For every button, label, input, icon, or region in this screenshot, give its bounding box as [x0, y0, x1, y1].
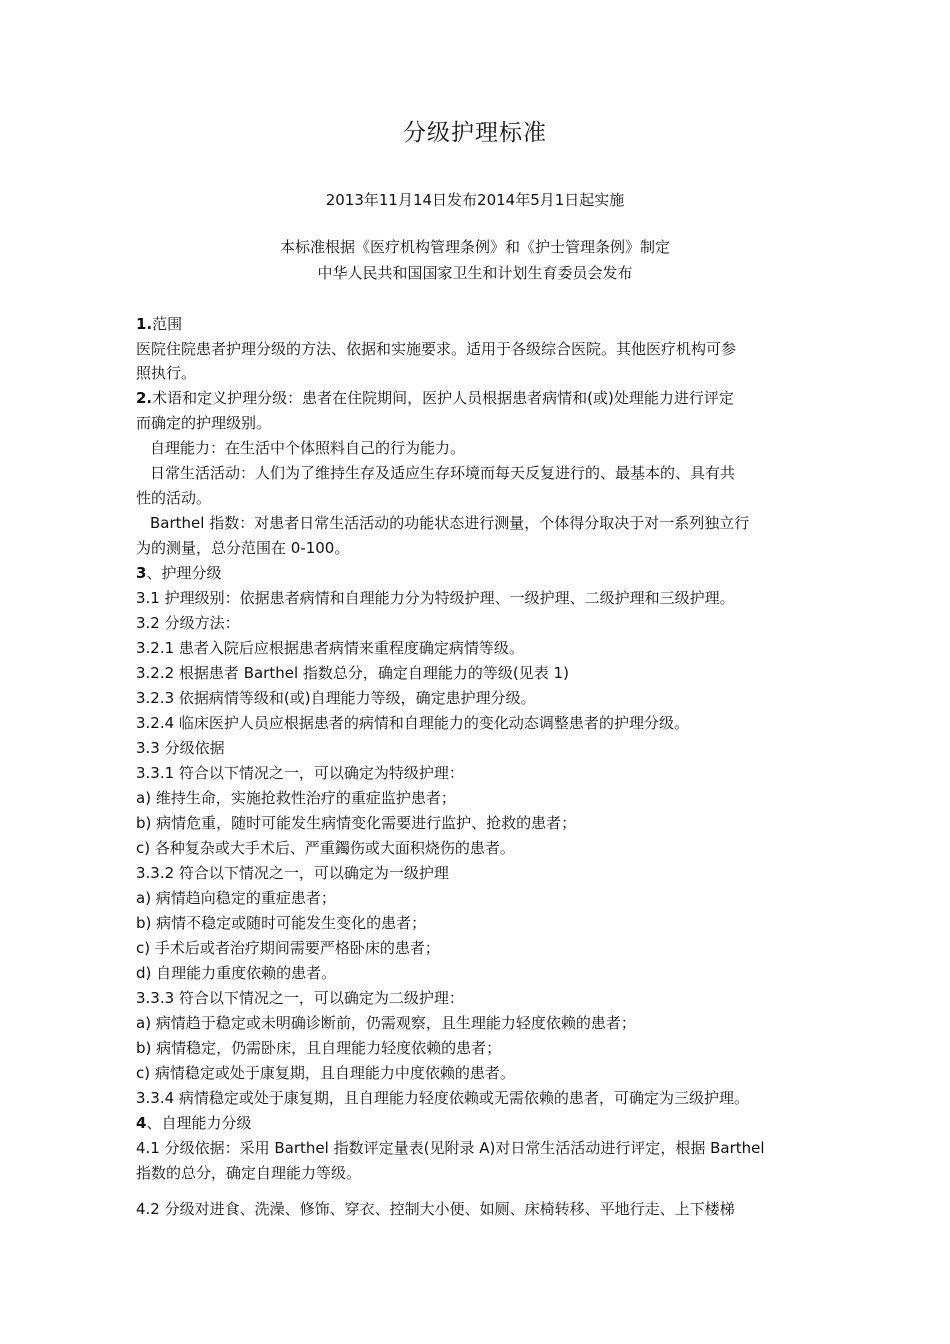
- definition-adl: 日常生活活动：人们为了维持生存及适应生存环境而每天反复进行的、最基本的、具有共: [150, 464, 736, 482]
- paragraph-line: 指数的总分，确定自理能力等级。: [136, 1164, 362, 1182]
- clause-3-2-3: 3.2.3 依据病情等级和(或)自理能力等级，确定患护理分级。: [136, 689, 536, 707]
- list-item: c) 手术后或者治疗期间需要严格卧床的患者；: [136, 939, 440, 957]
- clause-3-2: 3.2 分级方法：: [136, 614, 240, 632]
- section-title: 、自理能力分级: [146, 1114, 252, 1132]
- paragraph-line: 照执行。: [136, 364, 197, 382]
- date-line: 2013年11月14日发布2014年5月1日起实施: [325, 191, 625, 209]
- list-item: b) 病情稳定，仍需卧床，且自理能力轻度依赖的患者；: [136, 1039, 502, 1057]
- paragraph-line: 而确定的护理级别。: [136, 414, 272, 432]
- list-item: b) 病情不稳定或随时可能发生变化的患者；: [136, 914, 427, 932]
- document-title: 分级护理标准: [403, 120, 547, 146]
- clause-3-3-4: 3.3.4 病情稳定或处于康复期，且自理能力轻度依赖或无需依赖的患者，可确定为三级护理。: [136, 1089, 749, 1107]
- clause-3-3-2: 3.3.2 符合以下情况之一，可以确定为一级护理: [136, 864, 449, 882]
- list-item: a) 病情趋于稳定或未明确诊断前，仍需观察，且生理能力轻度依赖的患者；: [136, 1014, 636, 1032]
- section-2-heading: [136, 387, 734, 408]
- clause-3-2-1: 3.2.1 患者入院后应根据患者病情来重程度确定病情等级。: [136, 639, 524, 657]
- section-number: 3: [136, 564, 147, 582]
- list-item: a) 病情趋向稳定的重症患者；: [136, 889, 336, 907]
- list-item: c) 各种复杂或大手术后、严重鐲伤或大面积烧伤的患者。: [136, 839, 515, 857]
- section-number: 2.: [136, 389, 153, 407]
- clause-3-3: 3.3 分级依据: [136, 739, 225, 757]
- section-number: 1.: [136, 315, 153, 333]
- clause-3-2-4: 3.2.4 临床医护人员应根据患者的病情和自理能力的变化动态调整患者的护理分级。: [136, 714, 689, 732]
- definition-self-care: 自理能力：在生活中个体照料自己的行为能力。: [150, 439, 466, 457]
- list-item: a) 维持生命，实施抢救性治疗的重症监护患者；: [136, 789, 456, 807]
- clause-3-3-1: 3.3.1 符合以下情况之一，可以确定为特级护理：: [136, 764, 464, 782]
- section-title: 范围: [152, 315, 183, 333]
- paragraph-text: 术语和定义护理分级：患者在住院期间，医护人员根据患者病情和(或)处理能力进行评定: [152, 389, 734, 407]
- section-1-heading: [136, 313, 182, 334]
- section-number: 4: [136, 1114, 147, 1132]
- paragraph-line: 医院住院患者护理分级的方法、依据和实施要求。适用于各级综合医院。其他医疗机构可参: [136, 340, 737, 358]
- definition-barthel: Barthel 指数：对患者日常生活活动的功能状态进行测量，个体得分取决于对一系列独立行: [150, 514, 750, 532]
- list-item: b) 病情危重，随时可能发生病情变化需要进行监护、抢救的患者；: [136, 814, 577, 832]
- clause-3-3-3: 3.3.3 符合以下情况之一，可以确定为二级护理：: [136, 989, 464, 1007]
- section-3-heading: [136, 562, 221, 583]
- clause-4-1: 4.1 分级依据：采用 Barthel 指数评定量表(见附录 A)对日常生活活动进行评定，根据 Barthel: [136, 1139, 765, 1157]
- paragraph-line: 性的活动。: [136, 489, 212, 507]
- list-item: d) 自理能力重度依赖的患者。: [136, 964, 337, 982]
- clause-4-2: 4.2 分级对进食、洗澡、修饰、穿衣、控制大小便、如厕、床椅转移、平地行走、上下楼梯: [136, 1200, 735, 1218]
- clause-3-2-2: 3.2.2 根据患者 Barthel 指数总分，确定自理能力的等级(见表 1): [136, 664, 569, 682]
- section-4-heading: [136, 1112, 251, 1133]
- clause-3-1: 3.1 护理级别：依据患者病情和自理能力分为特级护理、一级护理、二级护理和三级护理。: [136, 589, 735, 607]
- list-item: c) 病情稳定或处于康复期，且自理能力中度依赖的患者。: [136, 1064, 515, 1082]
- section-title: 、护理分级: [146, 564, 222, 582]
- paragraph-line: 为的测量，总分范围在 0-100。: [136, 539, 350, 557]
- basis-line: 本标准根据《医疗机构管理条例》和《护士管理条例》制定: [279, 238, 670, 256]
- issuer-line: 中华人民共和国国家卫生和计划生育委员会发布: [317, 264, 633, 282]
